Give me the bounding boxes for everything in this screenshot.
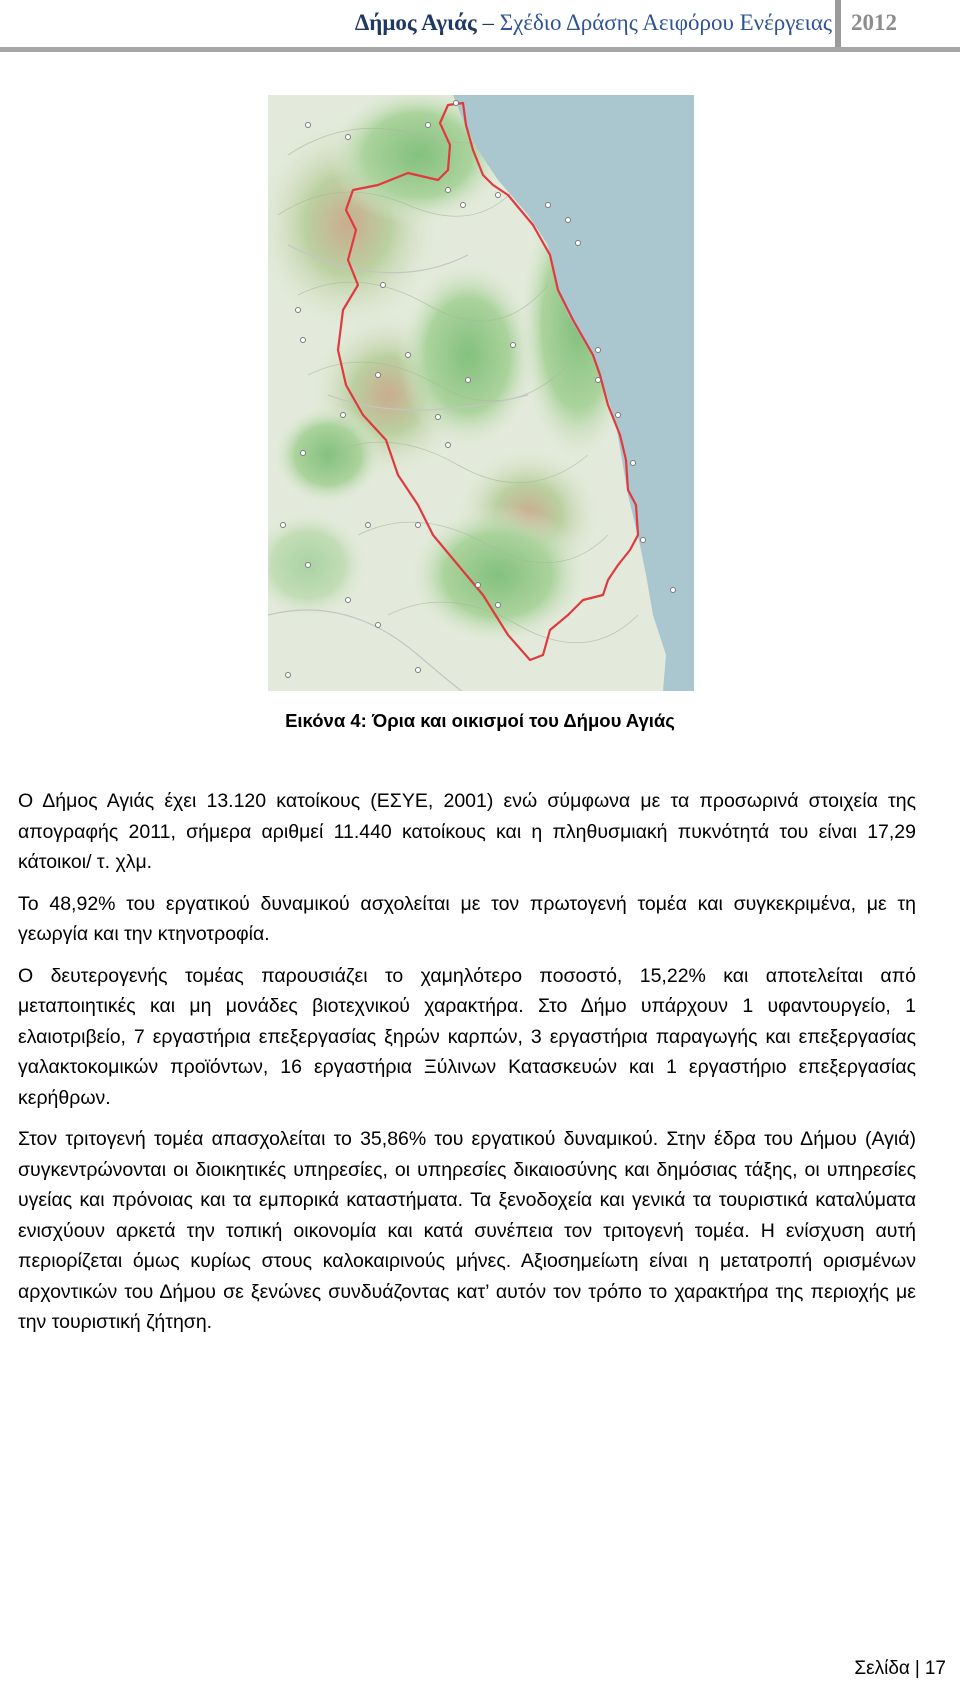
paragraph-secondary-sector: Ο δευτερογενής τομέας παρουσιάζει το χαμηλότερο ποσοστό, 15,22% και αποτελείται από μεταποιητικές και μη μονάδες βιοτεχνικού χαρακτήρα. Στο Δήμο υπάρχουν 1 υφαντουργείο, 1 ελαιοτριβείο, 7 εργαστήρια επεξεργασίας ξηρών καρπών, 3 εργαστήρια παραγωγής και επεξεργασίας γαλακτοκομικών προϊόντων, 16 εργαστήρια Ξύλινων Κατασκευών και 1 εργαστήριο επεξεργασίας κερήθρων. — [18, 964, 916, 1109]
header-divider — [835, 0, 841, 50]
header-plan-title: Σχέδιο Δράσης Αειφόρου Ενέργειας — [499, 10, 832, 35]
footer-separator: | — [914, 1658, 920, 1679]
header-dash: – — [482, 10, 494, 35]
paragraph-tertiary-sector: Στον τριτογενή τομέα απασχολείται το 35,86% του εργατικού δυναμικού. Στην έδρα του Δήμου (Αγιά) συγκεντρώνονται οι διοικητικές υπηρεσίες, οι υπηρεσίες δικαιοσύνης και δημόσιας τάξης, οι υπηρεσίες υγείας και πρόνοιας και τα εμπορικά καταστήματα. Τα ξενοδοχεία και γενικά τα τουριστικά καταλύματα ενισχύουν αρκετά την τοπική οικονομία και κατά συνέπεια τον τριτογενή τομέα. Η ενίσχυση αυτή περιορίζεται όμως κυρίως στους καλοκαιρινούς μήνες. Αξιοσημείωτη είναι η μετατροπή ορισμένων αρχοντικών του Δήμου σε ξενώνες συνδυάζοντας κατ’ αυτόν τον τρόπο το χαρακτήρα της περιοχής με την τουριστική ζήτηση. — [18, 1128, 916, 1333]
figure-caption: Εικόνα 4: Όρια και οικισμοί του Δήμου Αγιάς — [285, 710, 675, 731]
body-text — [18, 786, 916, 1349]
page-number: 17 — [924, 1658, 946, 1679]
municipality-map — [268, 95, 694, 691]
map-image — [268, 95, 694, 691]
page-label: Σελίδα — [854, 1658, 910, 1679]
page-header — [0, 0, 960, 52]
header-year: 2012 — [851, 10, 897, 35]
paragraph-population: Ο Δήμος Αγιάς έχει 13.120 κατοίκους (ΕΣΥΕ, 2001) ενώ σύμφωνα με τα προσωρινά στοιχεία της απογραφής 2011, σήμερα αριθμεί 11.440 κατοίκους και η πληθυσμιακή πυκνότητά του είναι 17,29 κάτοικοι/ τ. χλμ. — [18, 790, 916, 873]
page-footer — [854, 1658, 946, 1680]
paragraph-primary-sector: Το 48,92% του εργατικού δυναμικού ασχολείται με τον πρωτογενή τομέα και συγκεκριμένα, με τη γεωργία και την κτηνοτροφία. — [18, 892, 916, 945]
header-municipality: Δήμος Αγιάς — [354, 10, 477, 35]
header-title — [355, 10, 832, 36]
header-rule — [0, 47, 960, 52]
